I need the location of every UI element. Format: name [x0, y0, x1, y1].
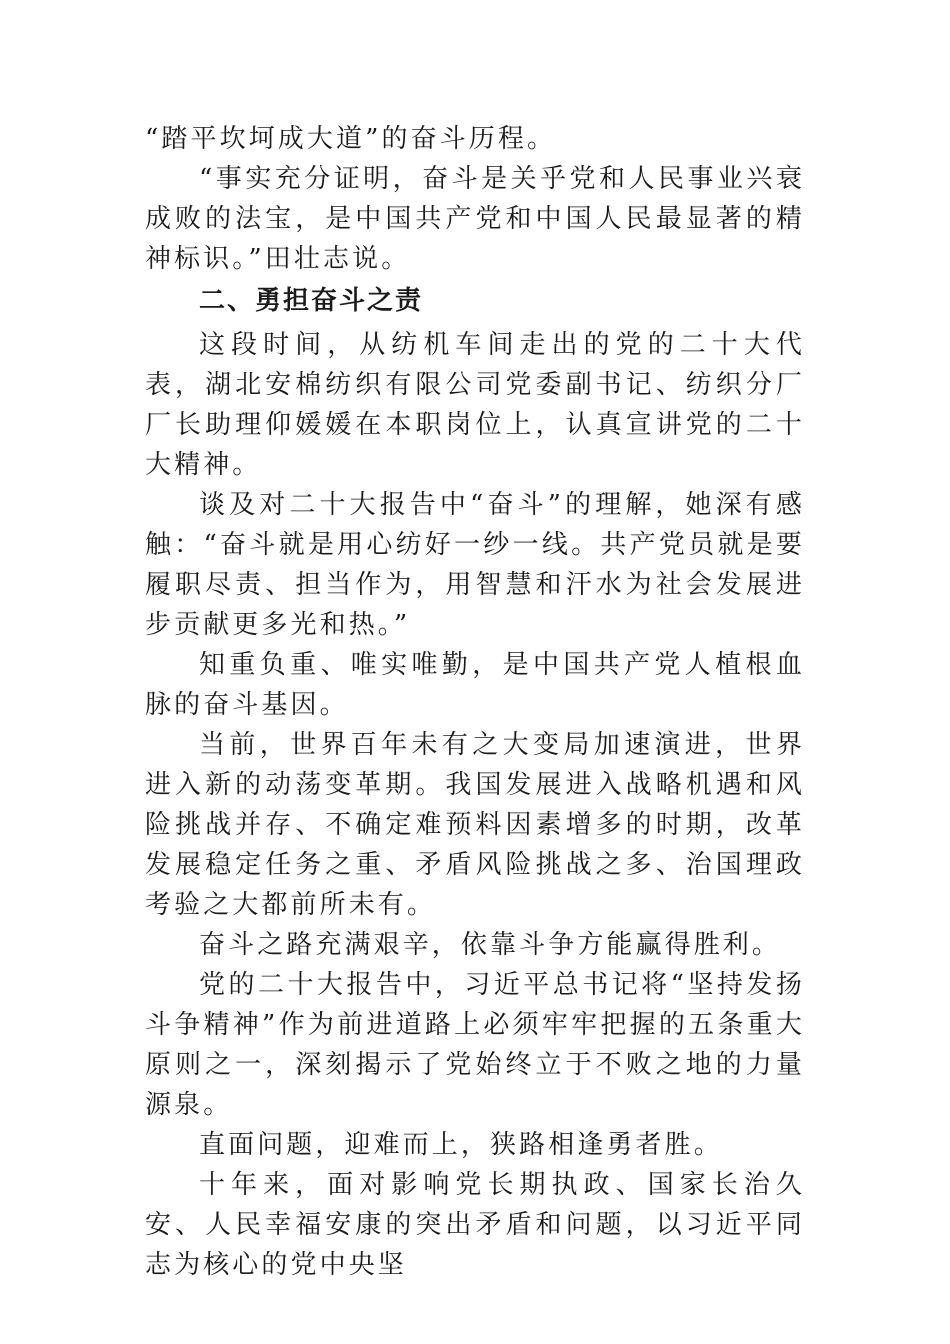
paragraph-face-problems: 直面问题，迎难而上，狭路相逢勇者胜。: [199, 1130, 723, 1160]
paragraph-yang-yuanyuan-intro: 这段时间，从纺机车间走出的党的二十大代表，湖北安棉纺织有限公司党委副书记、纺织分厂厂长助理仰媛媛在本职岗位上，认真宣讲党的二十大精神。: [145, 330, 805, 480]
paragraph-report-principle: 党的二十大报告中，习近平总书记将“坚持发扬斗争精神”作为前进道路上必须牢牢把握的五条重大原则之一，深刻揭示了党始终立于不败之地的力量源泉。: [145, 970, 805, 1120]
paragraph-continuation: “踏平坎坷成大道”的奋斗历程。: [145, 124, 557, 154]
section-heading: 二、勇担奋斗之责: [199, 286, 424, 316]
paragraph-ten-years: 十年来，面对影响党长期执政、国家长治久安、人民幸福安康的突出矛盾和问题，以习近平同志为核心的党中央坚: [145, 1170, 805, 1280]
paragraph-struggle-understanding: 谈及对二十大报告中“奋斗”的理解，她深有感触：“奋斗就是用心纺好一纱一线。共产党员就是要履职尽责、担当作为，用智慧和汗水为社会发展进步贡献更多光和热。”: [145, 490, 805, 640]
paragraph-road-of-struggle: 奋斗之路充满艰辛，依靠斗争方能赢得胜利。: [199, 930, 782, 960]
document-body: [145, 119, 805, 1285]
paragraph-quote-tian-zhuangzhi: “事实充分证明，奋斗是关乎党和人民事业兴衰成败的法宝，是中国共产党和中国人民最显著的精神标识。”田壮志说。: [145, 164, 805, 274]
paragraph-current-situation: 当前，世界百年未有之大变局加速演进，世界进入新的动荡变革期。我国发展进入战略机遇和风险挑战并存、不确定难预料因素增多的时期，改革发展稳定任务之重、矛盾风险挑战之多、治国理政考验之大都前所未有。: [145, 730, 805, 920]
paragraph-struggle-gene: 知重负重、唯实唯勤，是中国共产党人植根血脉的奋斗基因。: [145, 650, 805, 720]
